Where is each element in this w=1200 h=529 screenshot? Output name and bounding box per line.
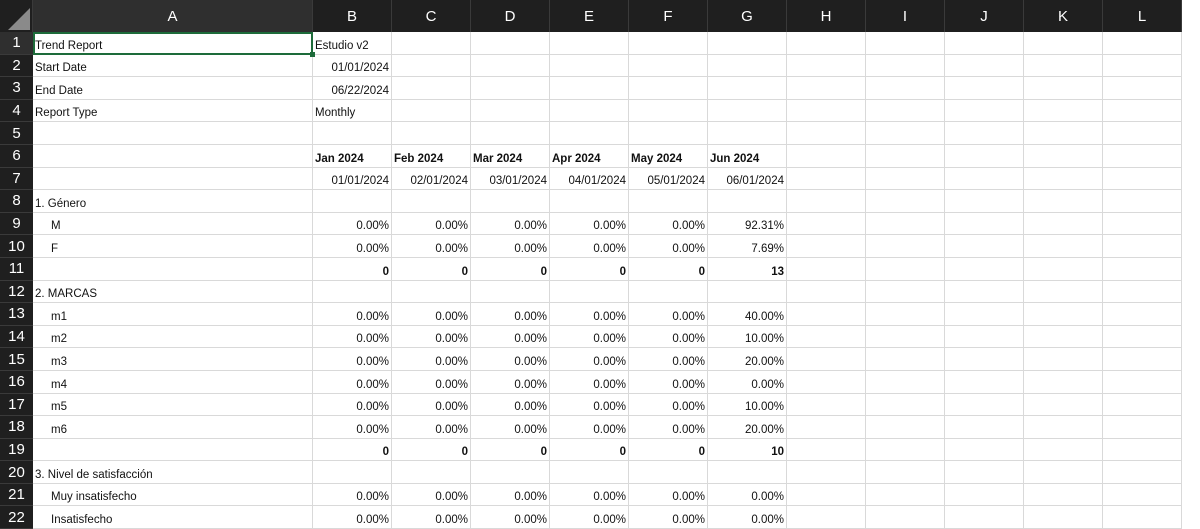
cell-g7[interactable]: 06/01/2024: [708, 168, 787, 191]
column-header-h[interactable]: H: [787, 0, 866, 32]
cell-c18[interactable]: 0.00%: [392, 416, 471, 439]
cell-l9[interactable]: [1103, 213, 1182, 236]
cell-l8[interactable]: [1103, 190, 1182, 213]
row-header-20[interactable]: 20: [0, 461, 33, 484]
row-header-10[interactable]: 10: [0, 235, 33, 258]
row-header-8[interactable]: 8: [0, 190, 33, 213]
cell-b6[interactable]: Jan 2024: [313, 145, 392, 168]
cell-k14[interactable]: [1024, 326, 1103, 349]
cell-f2[interactable]: [629, 55, 708, 78]
cell-e14[interactable]: 0.00%: [550, 326, 629, 349]
cell-c3[interactable]: [392, 77, 471, 100]
cell-b16[interactable]: 0.00%: [313, 371, 392, 394]
row-header-5[interactable]: 5: [0, 122, 33, 145]
cell-d16[interactable]: 0.00%: [471, 371, 550, 394]
cell-j14[interactable]: [945, 326, 1024, 349]
cell-g22[interactable]: 0.00%: [708, 506, 787, 529]
row-header-1[interactable]: 1: [0, 32, 33, 55]
cell-k2[interactable]: [1024, 55, 1103, 78]
cell-f15[interactable]: 0.00%: [629, 348, 708, 371]
cell-i21[interactable]: [866, 484, 945, 507]
cell-a5[interactable]: [33, 122, 313, 145]
row-header-15[interactable]: 15: [0, 348, 33, 371]
cell-j19[interactable]: [945, 439, 1024, 462]
cell-k10[interactable]: [1024, 235, 1103, 258]
cell-g9[interactable]: 92.31%: [708, 213, 787, 236]
cell-j17[interactable]: [945, 394, 1024, 417]
cell-f3[interactable]: [629, 77, 708, 100]
row-header-21[interactable]: 21: [0, 484, 33, 507]
cell-k5[interactable]: [1024, 122, 1103, 145]
cell-e20[interactable]: [550, 461, 629, 484]
cell-l7[interactable]: [1103, 168, 1182, 191]
column-header-l[interactable]: L: [1103, 0, 1182, 32]
cell-d19[interactable]: 0: [471, 439, 550, 462]
cell-f7[interactable]: 05/01/2024: [629, 168, 708, 191]
cell-c6[interactable]: Feb 2024: [392, 145, 471, 168]
cell-i15[interactable]: [866, 348, 945, 371]
column-header-d[interactable]: D: [471, 0, 550, 32]
cell-f22[interactable]: 0.00%: [629, 506, 708, 529]
cell-c11[interactable]: 0: [392, 258, 471, 281]
cell-h11[interactable]: [787, 258, 866, 281]
cell-h10[interactable]: [787, 235, 866, 258]
cell-g16[interactable]: 0.00%: [708, 371, 787, 394]
cell-b12[interactable]: [313, 281, 392, 304]
cell-d21[interactable]: 0.00%: [471, 484, 550, 507]
cell-h15[interactable]: [787, 348, 866, 371]
cell-e1[interactable]: [550, 32, 629, 55]
cell-c19[interactable]: 0: [392, 439, 471, 462]
cell-f17[interactable]: 0.00%: [629, 394, 708, 417]
cell-h2[interactable]: [787, 55, 866, 78]
cell-a22[interactable]: Insatisfecho: [33, 506, 313, 529]
row-header-22[interactable]: 22: [0, 506, 33, 529]
cell-g12[interactable]: [708, 281, 787, 304]
cell-i22[interactable]: [866, 506, 945, 529]
row-header-3[interactable]: 3: [0, 77, 33, 100]
cell-c22[interactable]: 0.00%: [392, 506, 471, 529]
cell-d18[interactable]: 0.00%: [471, 416, 550, 439]
row-header-6[interactable]: 6: [0, 145, 33, 168]
cell-e21[interactable]: 0.00%: [550, 484, 629, 507]
cell-j13[interactable]: [945, 303, 1024, 326]
cell-b20[interactable]: [313, 461, 392, 484]
cell-k8[interactable]: [1024, 190, 1103, 213]
cell-d20[interactable]: [471, 461, 550, 484]
cell-i3[interactable]: [866, 77, 945, 100]
column-header-c[interactable]: C: [392, 0, 471, 32]
cell-a15[interactable]: m3: [33, 348, 313, 371]
cell-f14[interactable]: 0.00%: [629, 326, 708, 349]
cell-j18[interactable]: [945, 416, 1024, 439]
cell-a3[interactable]: End Date: [33, 77, 313, 100]
cell-i1[interactable]: [866, 32, 945, 55]
cell-h7[interactable]: [787, 168, 866, 191]
cell-b13[interactable]: 0.00%: [313, 303, 392, 326]
cell-j12[interactable]: [945, 281, 1024, 304]
cell-b19[interactable]: 0: [313, 439, 392, 462]
cell-i13[interactable]: [866, 303, 945, 326]
cell-i16[interactable]: [866, 371, 945, 394]
cell-l11[interactable]: [1103, 258, 1182, 281]
cell-h3[interactable]: [787, 77, 866, 100]
cell-a8[interactable]: 1. Género: [33, 190, 313, 213]
cell-e7[interactable]: 04/01/2024: [550, 168, 629, 191]
cell-h22[interactable]: [787, 506, 866, 529]
cell-d13[interactable]: 0.00%: [471, 303, 550, 326]
cell-c12[interactable]: [392, 281, 471, 304]
row-header-16[interactable]: 16: [0, 371, 33, 394]
cell-a14[interactable]: m2: [33, 326, 313, 349]
cell-d12[interactable]: [471, 281, 550, 304]
cell-j8[interactable]: [945, 190, 1024, 213]
cell-e16[interactable]: 0.00%: [550, 371, 629, 394]
cell-j2[interactable]: [945, 55, 1024, 78]
cell-j20[interactable]: [945, 461, 1024, 484]
cell-c7[interactable]: 02/01/2024: [392, 168, 471, 191]
cell-d7[interactable]: 03/01/2024: [471, 168, 550, 191]
cell-g5[interactable]: [708, 122, 787, 145]
cell-j16[interactable]: [945, 371, 1024, 394]
cell-k6[interactable]: [1024, 145, 1103, 168]
cell-k19[interactable]: [1024, 439, 1103, 462]
cell-c5[interactable]: [392, 122, 471, 145]
cell-i8[interactable]: [866, 190, 945, 213]
cell-e18[interactable]: 0.00%: [550, 416, 629, 439]
cell-j5[interactable]: [945, 122, 1024, 145]
cell-f5[interactable]: [629, 122, 708, 145]
cell-g1[interactable]: [708, 32, 787, 55]
cell-k22[interactable]: [1024, 506, 1103, 529]
cell-k11[interactable]: [1024, 258, 1103, 281]
cell-e9[interactable]: 0.00%: [550, 213, 629, 236]
cell-d22[interactable]: 0.00%: [471, 506, 550, 529]
cell-c13[interactable]: 0.00%: [392, 303, 471, 326]
cell-e22[interactable]: 0.00%: [550, 506, 629, 529]
cell-c21[interactable]: 0.00%: [392, 484, 471, 507]
cell-j11[interactable]: [945, 258, 1024, 281]
cell-l3[interactable]: [1103, 77, 1182, 100]
column-header-f[interactable]: F: [629, 0, 708, 32]
cell-l1[interactable]: [1103, 32, 1182, 55]
cell-f19[interactable]: 0: [629, 439, 708, 462]
cell-f6[interactable]: May 2024: [629, 145, 708, 168]
cell-a20[interactable]: 3. Nivel de satisfacción: [33, 461, 313, 484]
cell-k9[interactable]: [1024, 213, 1103, 236]
cell-d15[interactable]: 0.00%: [471, 348, 550, 371]
cell-g13[interactable]: 40.00%: [708, 303, 787, 326]
row-header-12[interactable]: 12: [0, 281, 33, 304]
cell-f20[interactable]: [629, 461, 708, 484]
cell-a10[interactable]: F: [33, 235, 313, 258]
cell-c8[interactable]: [392, 190, 471, 213]
cell-c15[interactable]: 0.00%: [392, 348, 471, 371]
cell-a9[interactable]: M: [33, 213, 313, 236]
cell-b1[interactable]: Estudio v2: [313, 32, 392, 55]
cell-e13[interactable]: 0.00%: [550, 303, 629, 326]
cell-l13[interactable]: [1103, 303, 1182, 326]
cell-h8[interactable]: [787, 190, 866, 213]
cell-l4[interactable]: [1103, 100, 1182, 123]
cell-h1[interactable]: [787, 32, 866, 55]
row-header-7[interactable]: 7: [0, 168, 33, 191]
cell-d3[interactable]: [471, 77, 550, 100]
cell-b15[interactable]: 0.00%: [313, 348, 392, 371]
cell-c20[interactable]: [392, 461, 471, 484]
cell-a4[interactable]: Report Type: [33, 100, 313, 123]
cell-e11[interactable]: 0: [550, 258, 629, 281]
cell-l16[interactable]: [1103, 371, 1182, 394]
cell-k21[interactable]: [1024, 484, 1103, 507]
cell-e3[interactable]: [550, 77, 629, 100]
cell-b4[interactable]: Monthly: [313, 100, 392, 123]
cell-c9[interactable]: 0.00%: [392, 213, 471, 236]
cell-i11[interactable]: [866, 258, 945, 281]
cell-l12[interactable]: [1103, 281, 1182, 304]
cell-g10[interactable]: 7.69%: [708, 235, 787, 258]
cell-b3[interactable]: 06/22/2024: [313, 77, 392, 100]
cell-f12[interactable]: [629, 281, 708, 304]
cell-c2[interactable]: [392, 55, 471, 78]
cell-g2[interactable]: [708, 55, 787, 78]
cell-d5[interactable]: [471, 122, 550, 145]
cell-k4[interactable]: [1024, 100, 1103, 123]
cell-g4[interactable]: [708, 100, 787, 123]
cell-l14[interactable]: [1103, 326, 1182, 349]
cell-g11[interactable]: 13: [708, 258, 787, 281]
cell-d11[interactable]: 0: [471, 258, 550, 281]
cell-b8[interactable]: [313, 190, 392, 213]
cell-d9[interactable]: 0.00%: [471, 213, 550, 236]
cell-g17[interactable]: 10.00%: [708, 394, 787, 417]
cell-h6[interactable]: [787, 145, 866, 168]
cell-g6[interactable]: Jun 2024: [708, 145, 787, 168]
cell-k17[interactable]: [1024, 394, 1103, 417]
cell-d14[interactable]: 0.00%: [471, 326, 550, 349]
row-header-13[interactable]: 13: [0, 303, 33, 326]
cell-h4[interactable]: [787, 100, 866, 123]
cell-l19[interactable]: [1103, 439, 1182, 462]
cell-f9[interactable]: 0.00%: [629, 213, 708, 236]
cell-c1[interactable]: [392, 32, 471, 55]
cell-b5[interactable]: [313, 122, 392, 145]
cell-j21[interactable]: [945, 484, 1024, 507]
cell-i5[interactable]: [866, 122, 945, 145]
cell-i12[interactable]: [866, 281, 945, 304]
cell-b17[interactable]: 0.00%: [313, 394, 392, 417]
cell-a16[interactable]: m4: [33, 371, 313, 394]
cell-l18[interactable]: [1103, 416, 1182, 439]
cell-l20[interactable]: [1103, 461, 1182, 484]
cell-i9[interactable]: [866, 213, 945, 236]
cell-f16[interactable]: 0.00%: [629, 371, 708, 394]
row-header-19[interactable]: 19: [0, 439, 33, 462]
cell-c16[interactable]: 0.00%: [392, 371, 471, 394]
cell-b9[interactable]: 0.00%: [313, 213, 392, 236]
cell-j9[interactable]: [945, 213, 1024, 236]
cell-h17[interactable]: [787, 394, 866, 417]
cell-d1[interactable]: [471, 32, 550, 55]
row-header-11[interactable]: 11: [0, 258, 33, 281]
cell-k20[interactable]: [1024, 461, 1103, 484]
cell-a6[interactable]: [33, 145, 313, 168]
row-header-4[interactable]: 4: [0, 100, 33, 123]
cell-k13[interactable]: [1024, 303, 1103, 326]
cell-g20[interactable]: [708, 461, 787, 484]
cell-c17[interactable]: 0.00%: [392, 394, 471, 417]
cell-a13[interactable]: m1: [33, 303, 313, 326]
cell-h13[interactable]: [787, 303, 866, 326]
cell-a17[interactable]: m5: [33, 394, 313, 417]
cell-a19[interactable]: [33, 439, 313, 462]
select-all-corner[interactable]: [0, 0, 33, 32]
cell-i20[interactable]: [866, 461, 945, 484]
cell-j22[interactable]: [945, 506, 1024, 529]
cell-i19[interactable]: [866, 439, 945, 462]
cell-k18[interactable]: [1024, 416, 1103, 439]
cell-d6[interactable]: Mar 2024: [471, 145, 550, 168]
cell-j10[interactable]: [945, 235, 1024, 258]
cell-f18[interactable]: 0.00%: [629, 416, 708, 439]
cell-j3[interactable]: [945, 77, 1024, 100]
cell-e5[interactable]: [550, 122, 629, 145]
column-header-k[interactable]: K: [1024, 0, 1103, 32]
row-header-2[interactable]: 2: [0, 55, 33, 78]
cell-a7[interactable]: [33, 168, 313, 191]
cell-b10[interactable]: 0.00%: [313, 235, 392, 258]
cell-g21[interactable]: 0.00%: [708, 484, 787, 507]
cell-i10[interactable]: [866, 235, 945, 258]
cell-g15[interactable]: 20.00%: [708, 348, 787, 371]
column-header-a[interactable]: A: [33, 0, 313, 32]
column-header-i[interactable]: I: [866, 0, 945, 32]
cell-g3[interactable]: [708, 77, 787, 100]
cell-e17[interactable]: 0.00%: [550, 394, 629, 417]
column-header-g[interactable]: G: [708, 0, 787, 32]
column-header-e[interactable]: E: [550, 0, 629, 32]
cell-a2[interactable]: Start Date: [33, 55, 313, 78]
cell-j6[interactable]: [945, 145, 1024, 168]
cell-h16[interactable]: [787, 371, 866, 394]
cell-b18[interactable]: 0.00%: [313, 416, 392, 439]
cell-e19[interactable]: 0: [550, 439, 629, 462]
cell-e2[interactable]: [550, 55, 629, 78]
cell-d8[interactable]: [471, 190, 550, 213]
cell-h5[interactable]: [787, 122, 866, 145]
cell-a18[interactable]: m6: [33, 416, 313, 439]
cell-f21[interactable]: 0.00%: [629, 484, 708, 507]
cell-h18[interactable]: [787, 416, 866, 439]
cell-f11[interactable]: 0: [629, 258, 708, 281]
cell-c10[interactable]: 0.00%: [392, 235, 471, 258]
cell-h20[interactable]: [787, 461, 866, 484]
active-cell[interactable]: Trend Report: [33, 32, 313, 55]
cell-f10[interactable]: 0.00%: [629, 235, 708, 258]
cell-g19[interactable]: 10: [708, 439, 787, 462]
cell-g18[interactable]: 20.00%: [708, 416, 787, 439]
cell-d17[interactable]: 0.00%: [471, 394, 550, 417]
cell-i4[interactable]: [866, 100, 945, 123]
cell-f8[interactable]: [629, 190, 708, 213]
row-header-17[interactable]: 17: [0, 394, 33, 417]
cell-i18[interactable]: [866, 416, 945, 439]
cell-d2[interactable]: [471, 55, 550, 78]
cell-h9[interactable]: [787, 213, 866, 236]
cell-f1[interactable]: [629, 32, 708, 55]
row-header-18[interactable]: 18: [0, 416, 33, 439]
row-header-9[interactable]: 9: [0, 213, 33, 236]
cell-l15[interactable]: [1103, 348, 1182, 371]
cell-b22[interactable]: 0.00%: [313, 506, 392, 529]
cell-e10[interactable]: 0.00%: [550, 235, 629, 258]
cell-f13[interactable]: 0.00%: [629, 303, 708, 326]
cell-e6[interactable]: Apr 2024: [550, 145, 629, 168]
cell-l6[interactable]: [1103, 145, 1182, 168]
cell-b21[interactable]: 0.00%: [313, 484, 392, 507]
cell-g14[interactable]: 10.00%: [708, 326, 787, 349]
cell-b11[interactable]: 0: [313, 258, 392, 281]
cell-j1[interactable]: [945, 32, 1024, 55]
cell-c14[interactable]: 0.00%: [392, 326, 471, 349]
column-header-b[interactable]: B: [313, 0, 392, 32]
cell-k1[interactable]: [1024, 32, 1103, 55]
column-header-j[interactable]: J: [945, 0, 1024, 32]
cell-b2[interactable]: 01/01/2024: [313, 55, 392, 78]
cell-e15[interactable]: 0.00%: [550, 348, 629, 371]
cell-l10[interactable]: [1103, 235, 1182, 258]
cell-d10[interactable]: 0.00%: [471, 235, 550, 258]
cell-k16[interactable]: [1024, 371, 1103, 394]
cell-e8[interactable]: [550, 190, 629, 213]
cell-a12[interactable]: 2. MARCAS: [33, 281, 313, 304]
row-header-14[interactable]: 14: [0, 326, 33, 349]
cell-l2[interactable]: [1103, 55, 1182, 78]
cell-j4[interactable]: [945, 100, 1024, 123]
cell-g8[interactable]: [708, 190, 787, 213]
cell-i7[interactable]: [866, 168, 945, 191]
cell-c4[interactable]: [392, 100, 471, 123]
cell-k12[interactable]: [1024, 281, 1103, 304]
cell-k3[interactable]: [1024, 77, 1103, 100]
cell-l21[interactable]: [1103, 484, 1182, 507]
cell-l5[interactable]: [1103, 122, 1182, 145]
cell-l17[interactable]: [1103, 394, 1182, 417]
cell-h14[interactable]: [787, 326, 866, 349]
cell-i14[interactable]: [866, 326, 945, 349]
cell-e4[interactable]: [550, 100, 629, 123]
cell-i2[interactable]: [866, 55, 945, 78]
cell-h19[interactable]: [787, 439, 866, 462]
cell-l22[interactable]: [1103, 506, 1182, 529]
cell-i6[interactable]: [866, 145, 945, 168]
cell-a11[interactable]: [33, 258, 313, 281]
cell-a21[interactable]: Muy insatisfecho: [33, 484, 313, 507]
cell-d4[interactable]: [471, 100, 550, 123]
cell-j7[interactable]: [945, 168, 1024, 191]
cell-j15[interactable]: [945, 348, 1024, 371]
cell-k7[interactable]: [1024, 168, 1103, 191]
cell-b14[interactable]: 0.00%: [313, 326, 392, 349]
cell-i17[interactable]: [866, 394, 945, 417]
cell-h12[interactable]: [787, 281, 866, 304]
cell-k15[interactable]: [1024, 348, 1103, 371]
cell-h21[interactable]: [787, 484, 866, 507]
cell-b7[interactable]: 01/01/2024: [313, 168, 392, 191]
cell-e12[interactable]: [550, 281, 629, 304]
cell-f4[interactable]: [629, 100, 708, 123]
